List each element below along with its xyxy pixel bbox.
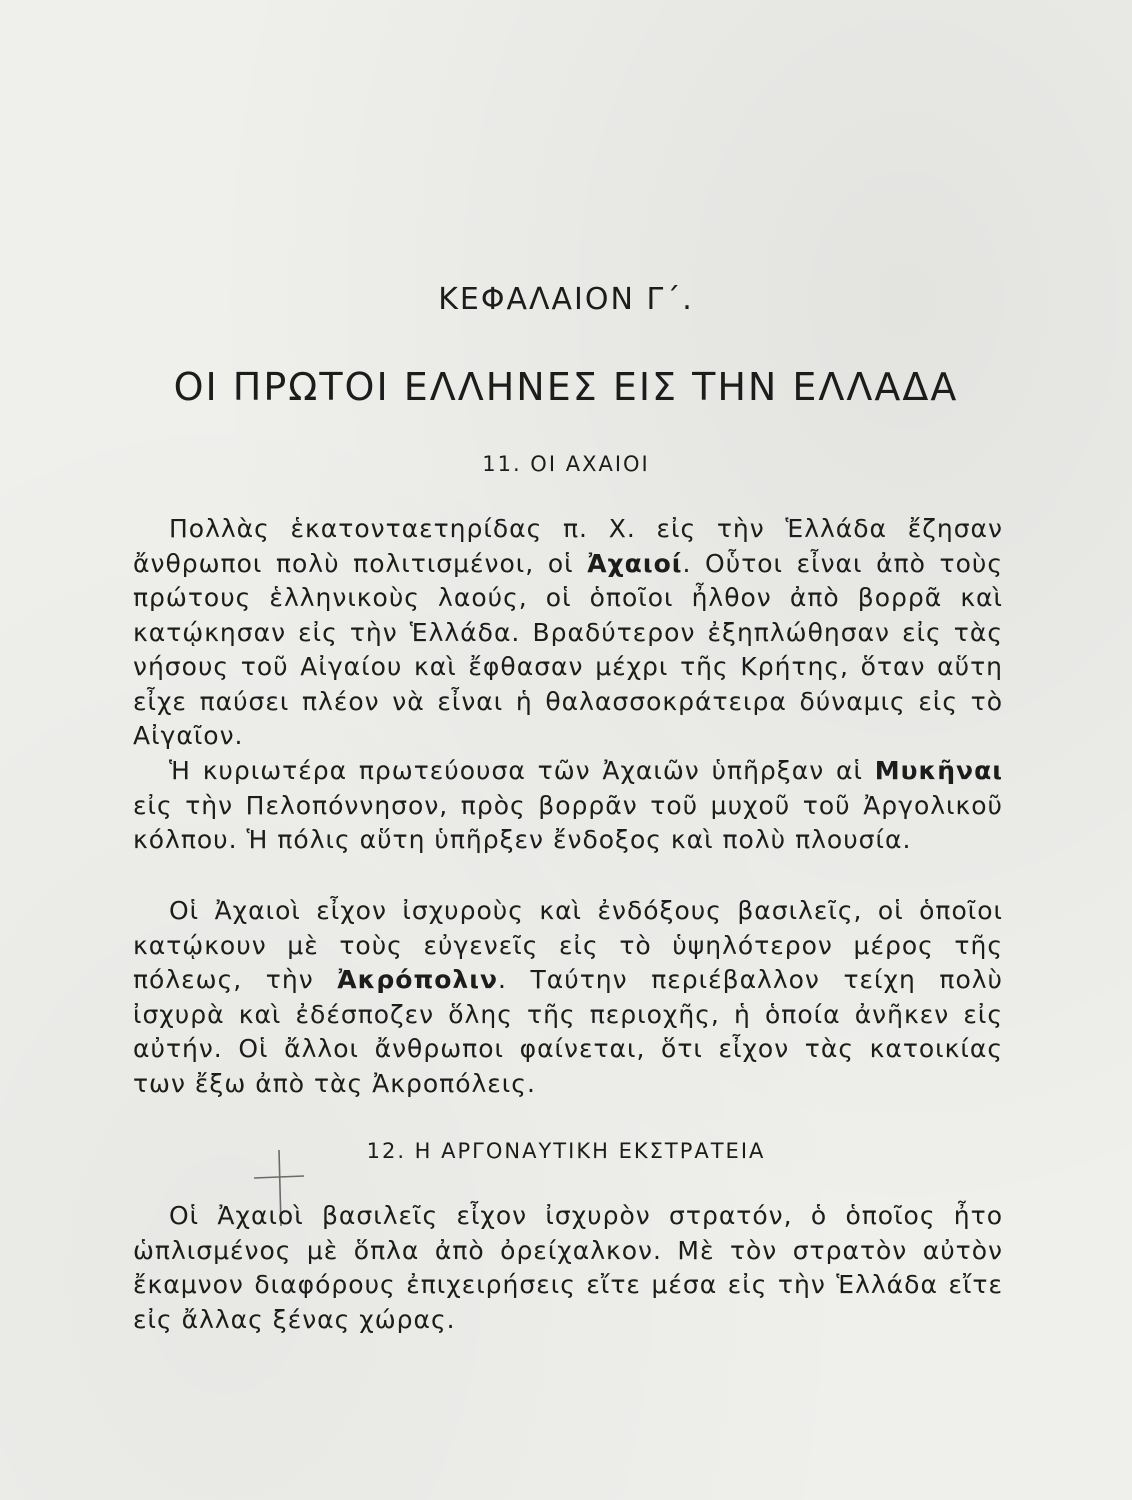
chapter-title: ΟΙ ΠΡΩΤΟΙ ΕΛΛΗΝΕΣ ΕΙΣ ΤΗΝ ΕΛΛΑΔΑ [173,365,959,409]
paragraph-text: Ἡ κυριωτέρα πρωτεύουσα τῶν Ἀχαιῶν ὑπῆρξαν αἱ [169,756,875,785]
emphasis-mycenae: Μυκῆναι [874,756,1003,785]
paragraph-acropolis [133,894,1003,1101]
paragraph-text: Πολλὰς ἑκατονταετηρίδας π. Χ. εἰς τὴν Ἑλλάδα ἔζησαν ἄνθρωποι πολὺ πολιτισμένοι, οἱ [133,514,1003,578]
chapter-label: ΚΕΦΑΛΑΙΟΝ Γ΄. [438,282,694,317]
paragraph-mycenae [133,754,1003,858]
paragraph-achaeans-intro [133,512,1003,754]
section-heading-achaeans: 11. ΟΙ ΑΧΑΙΟΙ [482,452,650,476]
paragraph-text: εἰς τὴν Πελοπόννησον, πρὸς βορρᾶν τοῦ μυχοῦ τοῦ Ἀργολικοῦ κόλπου. Ἡ πόλις αὕτη ὑπῆρξεν ἔνδοξος καὶ πολὺ πλουσία. [133,790,1003,854]
section-heading-argonaut-expedition: 12. Η ΑΡΓΟΝΑΥΤΙΚΗ ΕΚΣΤΡΑΤΕΙΑ [366,1139,766,1163]
emphasis-achaeans: Ἀχαιοί [587,548,683,578]
paragraph-text: . Οὗτοι εἶναι ἀπὸ τοὺς πρώτους ἑλληνικοὺς λαούς, οἱ ὁποῖοι ἦλθον ἀπὸ βορρᾶ καὶ κατῴκησαν εἰς τὴν Ἑλλάδα. Βραδύτερον ἐξηπλώθησαν εἰς τὰς νήσους τοῦ Αἰγαίου καὶ ἔφθασαν μέχρι τῆς Κρήτης, ὅταν αὕτη εἶχε παύσει πλέον νὰ εἶναι ἡ θαλασσοκράτειρα δύναμις εἰς τὸ Αἰγαῖον. [133,548,1004,750]
paragraph-text: Οἱ Ἀχαιοὶ εἶχον ἰσχυροὺς καὶ ἐνδόξους βασιλεῖς, οἱ ὁποῖοι κατῴκουν μὲ τοὺς εὐγενεῖς εἰς τὸ ὑψηλότερον μέρος τῆς πόλεως, τὴν [133,896,1003,994]
emphasis-acropolis: Ἀκρόπολιν [337,965,498,994]
paragraph-argonaut-army: Οἱ Ἀχαιοὶ βασιλεῖς εἶχον ἰσχυρὸν στρατόν, ὁ ὁποῖος ἦτο ὡπλισμένος μὲ ὅπλα ἀπὸ ὀρείχαλκον. Μὲ τὸν στρατὸν αὐτὸν ἔκαμνον διαφόρους ἐπιχειρήσεις εἴτε μέσα εἰς τὴν Ἑλλάδα εἴτε εἰς ἄλλας ξένας χώρας. [133,1201,1003,1334]
paragraph-text: . Ταύτην περιέβαλλον τείχη πολὺ ἰσχυρὰ καὶ ἐδέσποζεν ὅλης τῆς περιοχῆς, ἡ ὁποία ἀνῆκεν εἰς αὐτήν. Οἱ ἄλλοι ἄνθρωποι φαίνεται, ὅτι εἶχον τὰς κατοικίας των ἔξω ἀπὸ τὰς Ἀκροπόλεις. [133,965,1004,1098]
